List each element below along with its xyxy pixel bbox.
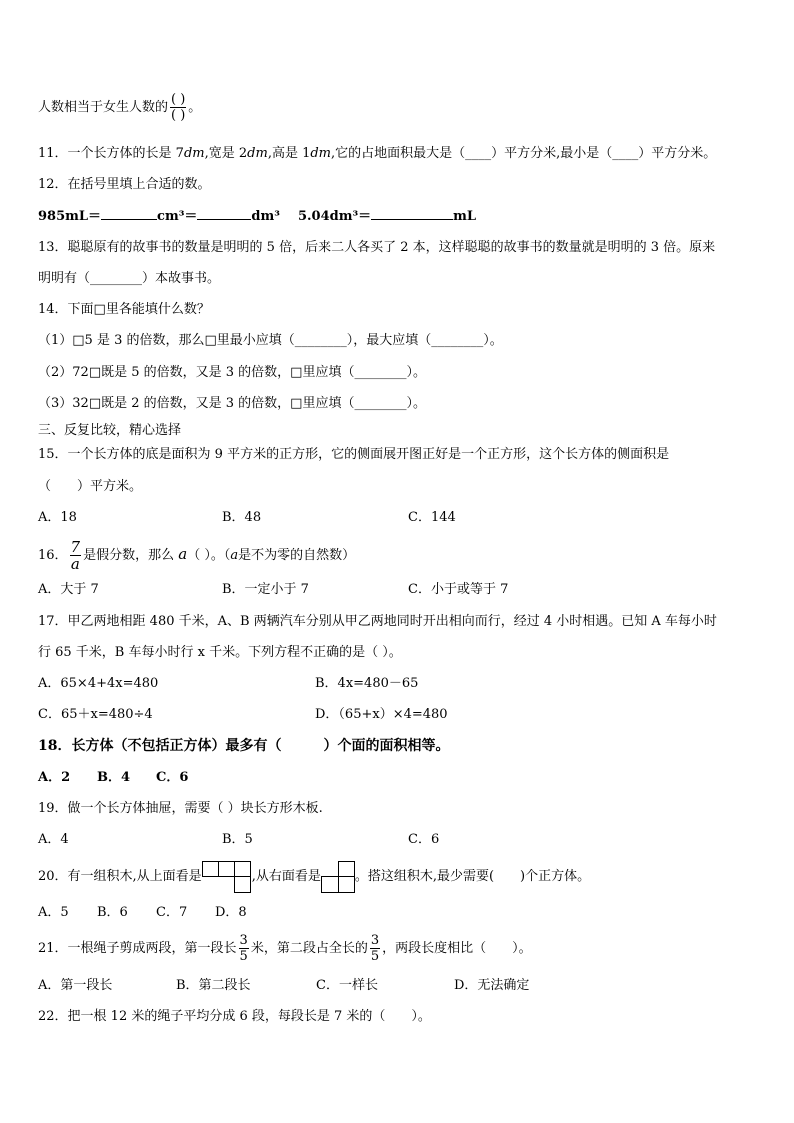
q17-option-a: A．65×4+4x=480: [38, 676, 159, 691]
q11-unit-3: dm: [310, 146, 332, 161]
blank-line: [197, 207, 251, 220]
q12-ml-2: mL: [453, 209, 477, 224]
q15-option-b: B．48: [222, 510, 262, 525]
right-view-figure: [321, 861, 355, 893]
q16-variable-2: a: [230, 548, 239, 563]
q11-text-4: ,它的占地面积最大是（____）平方分米,最小是（____）平方分米。: [331, 146, 717, 161]
q12-dm3-value: 5.04dm³＝: [297, 209, 372, 224]
q11-text-1: 11．一个长方体的长是 7: [38, 146, 184, 161]
q17-option-d: D．（65+x）×4=480: [315, 707, 448, 722]
q16: [38, 536, 355, 574]
q11-text-3: ,高是 1: [267, 146, 311, 161]
q11-unit-1: dm: [183, 146, 205, 161]
q20-text-2: ,从右面看是: [251, 869, 321, 884]
q15-option-a: A．18: [38, 510, 77, 525]
q16-text: 是假分数，那么: [83, 548, 175, 563]
q16-option-b: B．一定小于 7: [222, 582, 309, 597]
q21-option-c: C．一样长: [316, 978, 378, 993]
q18-option-b: B．4: [97, 770, 131, 785]
q17-line2: 行 65 千米，B 车每小时行 x 千米。下列方程不正确的是（ ）。: [38, 645, 402, 660]
q16-fraction: [70, 539, 82, 572]
q12-ml: 985mL＝: [38, 209, 102, 224]
q16-variable: a: [178, 545, 188, 563]
q21-text-2: 米，第二段占全长的: [250, 941, 368, 956]
q21-option-a: A．第一段长: [38, 978, 113, 993]
q21-fraction-1: [239, 933, 249, 964]
q18: 18．长方体（不包括正方体）最多有（ ）个面的面积相等。: [38, 738, 450, 754]
q18-option-a: A．2: [38, 770, 71, 785]
q21: [38, 929, 532, 969]
q20-option-b: B．6: [97, 905, 128, 920]
q17-option-b: B．4x=480－65: [315, 676, 419, 691]
fraction-numerator: 7: [70, 538, 81, 556]
fraction-denominator: ( ): [171, 108, 186, 123]
q10-continuation: [38, 88, 201, 128]
q11: [38, 145, 716, 163]
fraction-numerator: ( ): [171, 92, 186, 107]
q20-text-3: 。搭这组积木,最少需要( )个正方体。: [354, 869, 591, 884]
fraction-numerator: 3: [239, 933, 248, 948]
section-heading: 三、反复比较，精心选择: [38, 423, 182, 438]
q10-period: 。: [188, 100, 202, 115]
top-view-figure: [202, 861, 252, 893]
blank-line: [101, 207, 157, 220]
q19: 19．做一个长方体抽屉，需要（ ）块长方形木板.: [38, 801, 323, 816]
q10-text: 人数相当于女生人数的: [38, 100, 169, 115]
q14-sub1: （1）□5 是 3 的倍数，那么□里最小应填（________），最大应填（________）。: [38, 333, 503, 348]
q20: [38, 860, 590, 894]
q16-option-c: C．小于或等于 7: [408, 582, 509, 597]
fraction-numerator: 3: [370, 933, 380, 948]
q20-text-1: 20．有一组积木,从上面看是: [38, 869, 202, 884]
q14-sub2: （2）72□既是 5 的倍数，又是 3 的倍数，□里应填（________）。: [38, 365, 426, 380]
q14-title: 14．下面□里各能填什么数？: [38, 302, 210, 317]
q16-option-a: A．大于 7: [38, 582, 99, 597]
q12-conversions: [38, 207, 476, 226]
q12-dm3: dm³: [251, 209, 280, 224]
q12-title: 12．在括号里填上合适的数。: [38, 177, 211, 192]
q16-text-3: 是不为零的自然数）: [238, 548, 356, 563]
q15-option-c: C．144: [408, 510, 456, 525]
q19-option-b: B．5: [222, 832, 253, 847]
q13-line2: 明明有（________）本故事书。: [38, 271, 221, 286]
q20-option-a: A．5: [38, 905, 69, 920]
q19-option-c: C．6: [408, 832, 440, 847]
q11-unit-2: dm: [247, 146, 268, 161]
q21-option-d: D．无法确定: [454, 978, 530, 993]
q11-text-2: ,宽是 2: [204, 146, 248, 161]
fraction-denominator: 5: [239, 949, 248, 964]
q14-sub3: （3）32□既是 2 的倍数，又是 3 的倍数，□里应填（________）。: [38, 396, 426, 411]
blank-line: [371, 207, 453, 220]
q18-option-c: C．6: [156, 770, 189, 785]
q21-text-1: 21．一根绳子剪成两段，第一段长: [38, 941, 237, 956]
q21-option-b: B．第二段长: [176, 978, 251, 993]
q15-line1: 15．一个长方体的底是面积为 9 平方米的正方形，它的侧面展开图正好是一个正方形，这个长方体的侧面积是: [38, 447, 670, 462]
q16-number: 16．: [38, 548, 68, 563]
q10-fraction: [170, 92, 186, 123]
q17-line1: 17．甲乙两地相距 480 千米，A、B 两辆汽车分别从甲乙两地同时开出相向而行，经过 4 小时相遇。已知 A 车每小时: [38, 614, 717, 629]
q16-text-2: （ ）。（: [187, 548, 231, 563]
fraction-denominator: 5: [370, 949, 380, 964]
q13-line1: 13．聪聪原有的故事书的数量是明明的 5 倍，后来二人各买了 2 本，这样聪聪的故事书的数量就是明明的 3 倍。原来: [38, 240, 716, 255]
q15-line2: （ ）平方米。: [38, 479, 143, 494]
q17-option-c: C．65＋x=480÷4: [38, 707, 153, 722]
q21-fraction-2: [370, 933, 380, 964]
q21-text-3: ，两段长度相比（ ）。: [382, 941, 532, 956]
q22: 22．把一根 12 米的绳子平均分成 6 段，每段长是 7 米的（ ）。: [38, 1009, 431, 1024]
q20-option-c: C．7: [156, 905, 188, 920]
q20-option-d: D．8: [215, 905, 247, 920]
fraction-denominator: a: [70, 555, 80, 573]
q19-option-a: A．4: [38, 832, 69, 847]
q12-cm3: cm³＝: [157, 209, 198, 224]
